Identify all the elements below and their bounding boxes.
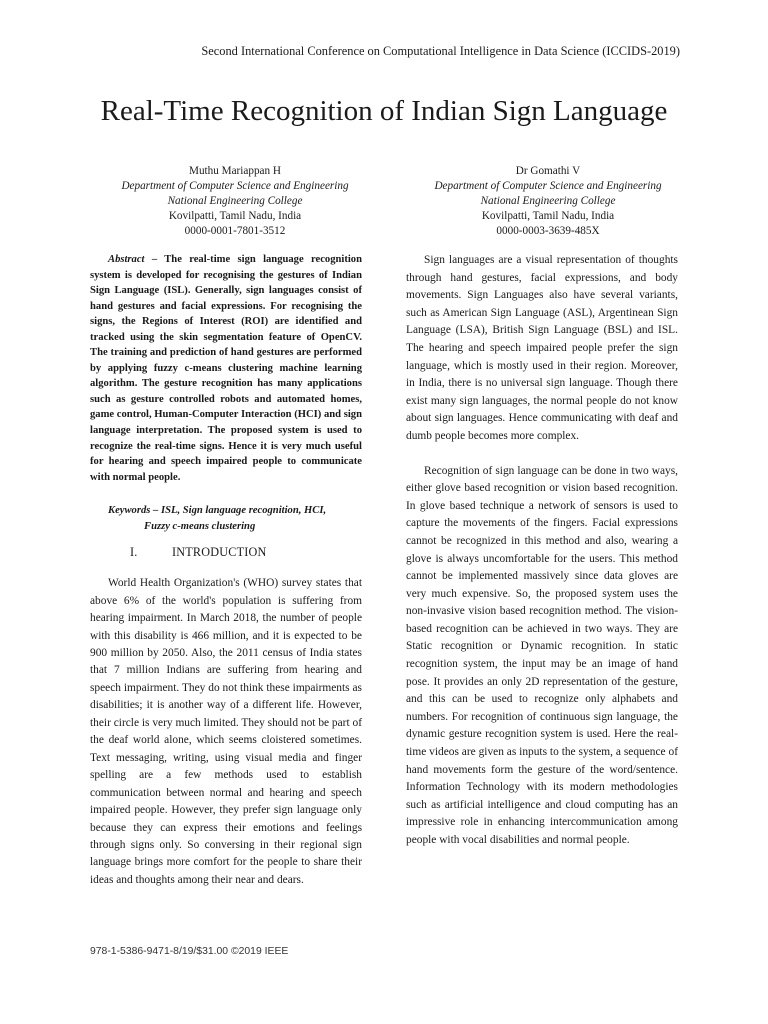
author-orcid: 0000-0003-3639-485X (496, 225, 600, 237)
conference-header: Second International Conference on Computational Intelligence in Data Science (ICCIDS-2019) (201, 44, 680, 58)
author-block-1 (95, 164, 375, 239)
author-block-2 (408, 164, 688, 239)
author-name: Dr Gomathi V (515, 165, 581, 177)
intro-paragraph-3: Recognition of sign language can be done in two ways, either glove based recognition or vision based recognition. In glove based technique a network of sensors is used to capture the movements of the fingers. Facial expressions cannot be recognized in this method and also, wearing a glove is always uncomfortable for the users. This method cannot be implemented massively since data gloves are very much expensive. So, the proposed system uses the non-invasive vision based recognition method. The vision-based recognition can be achieved in two ways. They are Static recognition or Dynamic recognition. In static recognition system, the input may be an image of hand pose. It provides an only 2D representation of the gesture, and this can be used to recognize only alphabets and numbers. For recognition of continuous sign language, the dynamic gesture recognition system is used. Here the real-time videos are given as inputs to the system, a sequence of hand movements form the gesture of the word/sentence. Information Technology with its modern methodologies such as artificial intelligence and cloud computing has an impressive role in enhancing intercommunication among people with vocal disabilities and normal people. (406, 464, 678, 846)
abstract-text: The real-time sign language recognition system is developed for recognising the gestures of Indian Sign Language (ISL). Generally, sign languages consist of hand gestures and facial expressions. For recognising the signs, the Regions of Interest (ROI) are identified and tracked using the skin segmentation feature of OpenCV. The training and prediction of hand gestures are performed by applying fuzzy c-means clustering machine learning algorithm. The gesture recognition has many applications such as gesture controlled robots and automated homes, game control, Human-Computer Interaction (HCI) and sign language interpretation. The proposed system is used to recognize the real-time signs. Hence it is very much useful for hearing and speech impaired people to communicate with normal people. (90, 254, 362, 483)
intro-paragraph-2: Sign languages are a visual representation of thoughts through hand gestures, facial expressions, and body movements. Sign Languages also have several variants, such as American Sign Language (ASL), Argentinean Sign Language (LSA), British Sign Language (BSL) and ISL. The hearing and speech impaired people prefer the sign language, which is mostly used in their region. Moreover, in India, there is no universal sign language. Though there exist many sign languages, the normal people do not know about sign languages. Hence communicating with deaf and dumb people becomes more complex. (406, 254, 678, 442)
keywords-line-1: Keywords – ISL, Sign language recognition, HCI, (108, 505, 327, 517)
right-column (406, 252, 678, 850)
author-department: Department of Computer Science and Engineering (434, 180, 662, 192)
paper-title: Real-Time Recognition of Indian Sign Language (100, 95, 668, 127)
left-column (90, 252, 362, 889)
section-heading-introduction (90, 545, 362, 560)
author-institution: National Engineering College (167, 195, 303, 207)
abstract (90, 252, 362, 485)
abstract-separator: – (144, 254, 165, 265)
author-name: Muthu Mariappan H (189, 165, 281, 177)
section-number: I. (130, 545, 138, 560)
author-orcid: 0000-0001-7801-3512 (184, 225, 286, 237)
section-title: INTRODUCTION (172, 545, 267, 560)
author-location: Kovilpatti, Tamil Nadu, India (481, 210, 615, 222)
intro-paragraph-1: World Health Organization's (WHO) survey states that above 6% of the world's population is suffering from hearing impairment. In March 2018, the number of people with this disability is 466 million, and it is expected to be 900 million by 2050. Also, the 2011 census of India states that 7 million Indians are suffering from hearing and speech impairment. They do not think these impairments as disabilities; it is another way of a different life. However, their circle is very much limited. They should not be part of the deaf world alone, which seems cloistered sometimes. Text messaging, writing, using visual media and finger spelling are a few methods used to establish communication between normal and hearing and speech impaired people. However, they prefer sign language only because they can express their emotions and feelings through signs only. So conversing in their regional sign language brings more comfort for the people to share their ideas and thoughts among their near and dears. (90, 577, 362, 886)
author-institution: National Engineering College (480, 195, 616, 207)
keywords-line-2: Fuzzy c-means clustering (144, 520, 256, 532)
keywords (108, 503, 362, 534)
author-department: Department of Computer Science and Engineering (121, 180, 349, 192)
author-location: Kovilpatti, Tamil Nadu, India (168, 210, 302, 222)
abstract-label: Abstract (108, 254, 145, 265)
copyright-footer: 978-1-5386-9471-8/19/$31.00 ©2019 IEEE (90, 946, 289, 957)
